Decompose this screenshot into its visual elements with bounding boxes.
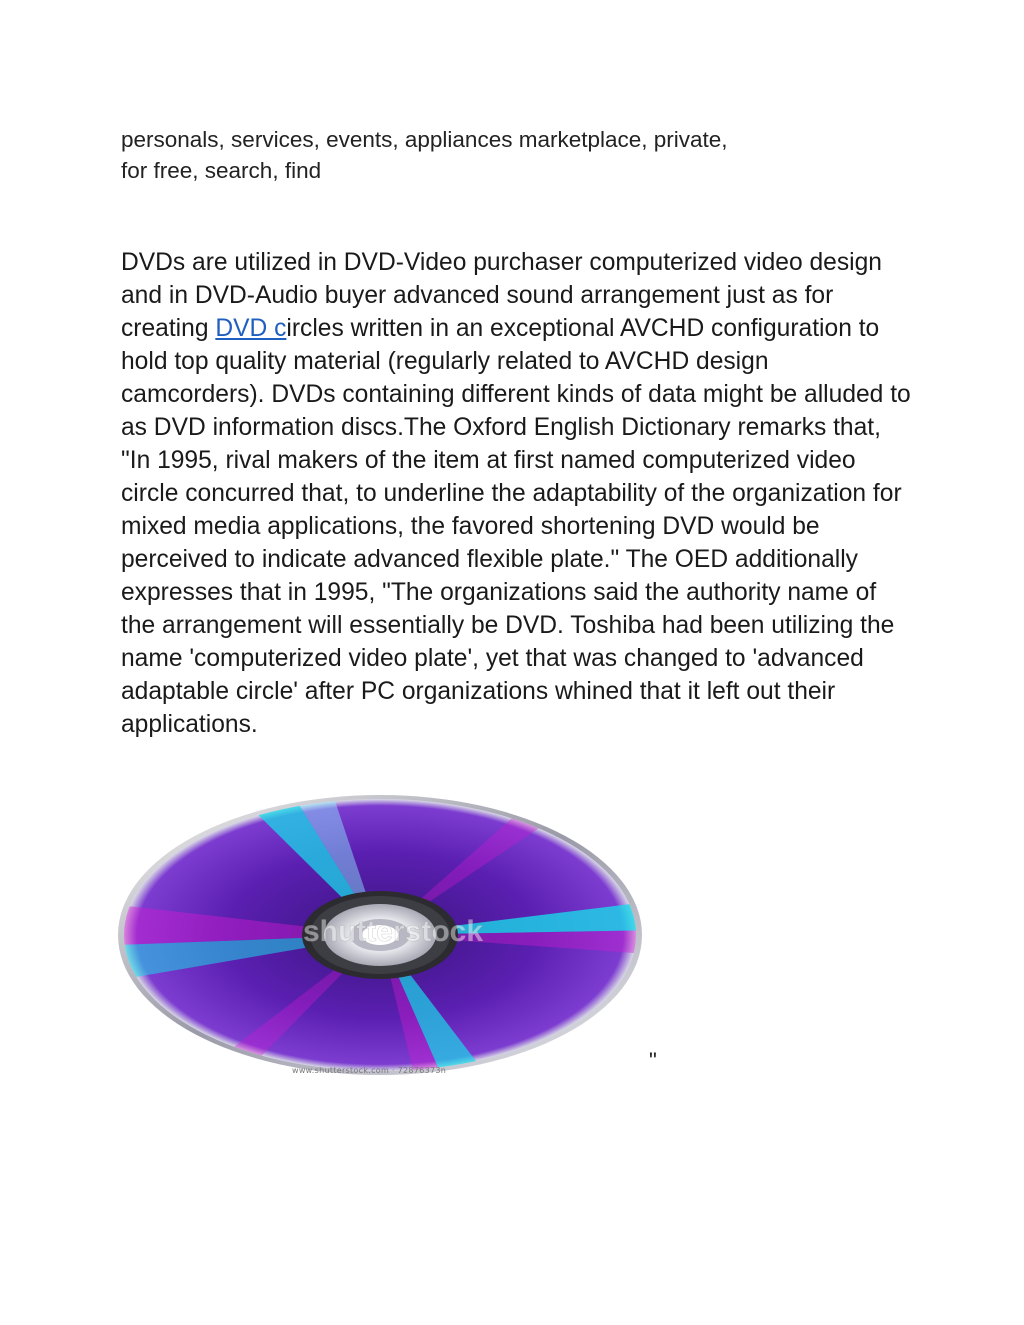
trailing-quote: " xyxy=(649,1048,657,1073)
keywords-line-2: for free, search, find xyxy=(121,158,322,183)
watermark-text: shutterstock xyxy=(302,915,484,948)
keywords-paragraph xyxy=(121,124,921,186)
dvd-disc-icon xyxy=(118,795,663,1090)
dvd-disc-image xyxy=(118,795,663,1090)
article-text-after-link: ircles written in an exceptional AVCHD configuration to hold top quality material (regularly related to AVCHD design camcorders). DVDs containing different kinds of data might be alluded to as DVD information discs.The Oxford English Dictionary remarks that, "In 1995, rival makers of the item at first named computerized video circle concurred that, to underline the adaptability of the organization for mixed media applications, the favored shortening DVD would be perceived to indicate advanced flexible plate." The OED additionally expresses that in 1995, "The organizations said the authority name of the arrangement will essentially be DVD. Toshiba had been utilizing the name 'computerized video plate', yet that was changed to 'advanced adaptable circle' after PC organizations whined that it left out their applications. xyxy=(121,315,911,738)
image-credit: www.shutterstock.com · 72876373n xyxy=(292,1066,447,1075)
article-paragraph xyxy=(121,246,911,741)
article-text-before-link: DVDs are utilized in DVD-Video purchaser computerized video design and in DVD-Audio buyer advanced sound arrangement just as for creating xyxy=(121,249,882,342)
dvd-circles-link[interactable]: DVD c xyxy=(215,315,287,342)
keywords-line-1: personals, services, events, appliances marketplace, private, xyxy=(121,127,728,152)
